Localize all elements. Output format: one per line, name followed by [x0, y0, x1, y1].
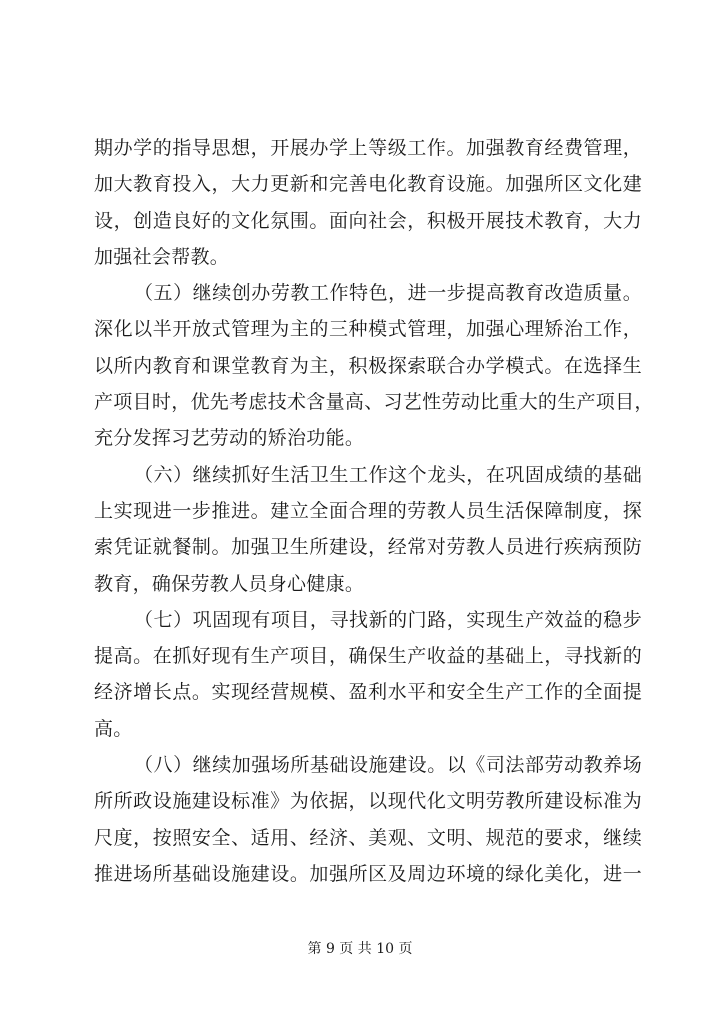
text-line: 高。 — [94, 717, 133, 740]
text-line: 深化以半开放式管理为主的三种模式管理，加强心理矫治工作， — [94, 318, 642, 341]
text-line: （八）继续加强场所基础设施建设。以《司法部劳动教养场 — [134, 754, 642, 777]
text-line: 充分发挥习艺劳动的矫治功能。 — [94, 427, 365, 450]
text-line: 以所内教育和课堂教育为主，积极探索联合办学模式。在选择生 — [94, 354, 642, 377]
text-line: 教育，确保劳教人员身心健康。 — [94, 572, 365, 595]
text-line: 尺度，按照安全、适用、经济、美观、文明、规范的要求，继续 — [94, 826, 642, 849]
page-footer: 第 9 页 共 10 页 — [307, 941, 413, 957]
text-line: 加大教育投入，大力更新和完善电化教育设施。加强所区文化建 — [94, 173, 642, 196]
text-line: 设，创造良好的文化氛围。面向社会，积极开展技术教育，大力 — [94, 209, 642, 232]
text-line: 加强社会帮教。 — [94, 245, 230, 268]
text-line: 所所政设施建设标准》为依据，以现代化文明劳教所建设标准为 — [94, 790, 642, 813]
text-line: 提高。在抓好现有生产项目，确保生产收益的基础上，寻找新的 — [94, 645, 642, 668]
text-line: 产项目时，优先考虑技术含量高、习艺性劳动比重大的生产项目， — [94, 391, 654, 414]
text-line: （六）继续抓好生活卫生工作这个龙头，在巩固成绩的基础 — [134, 463, 642, 486]
body-text — [94, 130, 654, 892]
text-line: 索凭证就餐制。加强卫生所建设，经常对劳教人员进行疾病预防 — [94, 536, 642, 559]
text-line: （七）巩固现有项目，寻找新的门路，实现生产效益的稳步 — [134, 608, 642, 631]
text-line: 上实现进一步推进。建立全面合理的劳教人员生活保障制度，探 — [94, 499, 642, 522]
text-line: （五）继续创办劳教工作特色，进一步提高教育改造质量。 — [134, 282, 642, 305]
text-line: 经济增长点。实现经营规模、盈利水平和安全生产工作的全面提 — [94, 681, 642, 704]
text-line: 推进场所基础设施建设。加强所区及周边环境的绿化美化，进一 — [94, 862, 642, 885]
text-line: 期办学的指导思想，开展办学上等级工作。加强教育经费管理， — [94, 137, 642, 159]
